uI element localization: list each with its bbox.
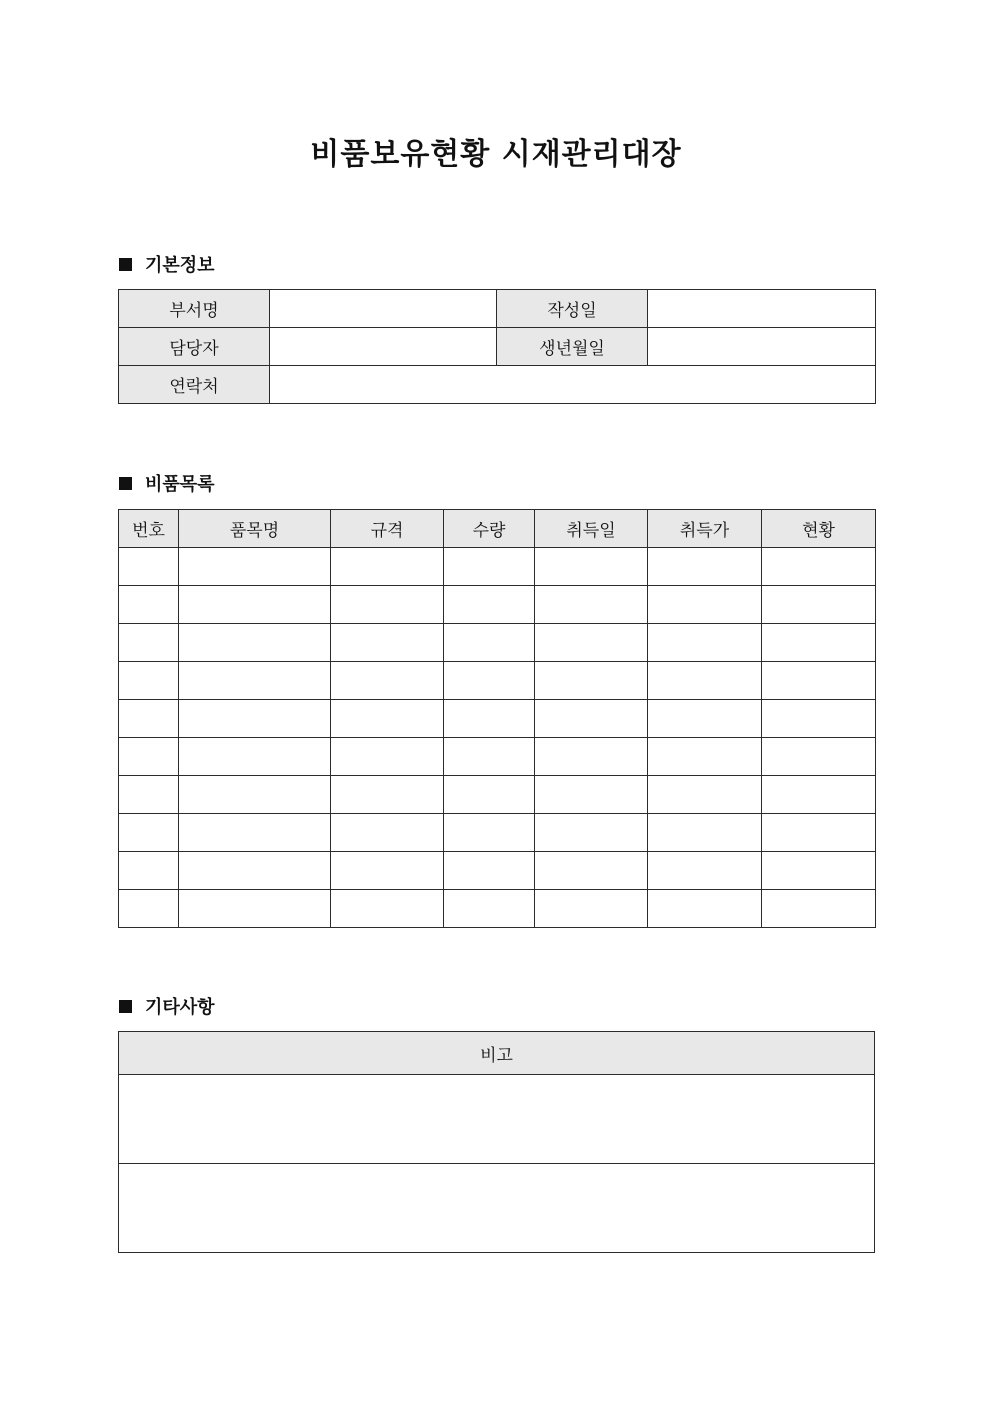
basic-info-row xyxy=(119,366,876,404)
remarks-row xyxy=(119,1075,875,1164)
column-header-quantity: 수량 xyxy=(444,510,535,548)
cell-item-name[interactable] xyxy=(179,852,331,890)
cell-acquisition-date[interactable] xyxy=(535,624,648,662)
cell-quantity[interactable] xyxy=(444,814,535,852)
department-field[interactable] xyxy=(270,290,497,328)
table-row xyxy=(119,814,876,852)
cell-number[interactable] xyxy=(119,662,179,700)
cell-spec[interactable] xyxy=(331,738,444,776)
cell-spec[interactable] xyxy=(331,586,444,624)
cell-quantity[interactable] xyxy=(444,852,535,890)
cell-number[interactable] xyxy=(119,776,179,814)
cell-number[interactable] xyxy=(119,814,179,852)
table-row xyxy=(119,852,876,890)
cell-quantity[interactable] xyxy=(444,548,535,586)
cell-acquisition-price[interactable] xyxy=(648,624,762,662)
manager-label: 담당자 xyxy=(119,328,270,366)
table-row xyxy=(119,548,876,586)
cell-item-name[interactable] xyxy=(179,814,331,852)
cell-item-name[interactable] xyxy=(179,700,331,738)
column-header-acquisition-date: 취득일 xyxy=(535,510,648,548)
cell-status[interactable] xyxy=(762,548,876,586)
basic-info-row xyxy=(119,290,876,328)
cell-acquisition-date[interactable] xyxy=(535,662,648,700)
cell-acquisition-price[interactable] xyxy=(648,662,762,700)
page-title: 비품보유현황 시재관리대장 xyxy=(310,137,682,172)
cell-spec[interactable] xyxy=(331,776,444,814)
cell-acquisition-price[interactable] xyxy=(648,814,762,852)
cell-status[interactable] xyxy=(762,624,876,662)
table-row xyxy=(119,662,876,700)
cell-acquisition-date[interactable] xyxy=(535,852,648,890)
cell-acquisition-date[interactable] xyxy=(535,548,648,586)
cell-status[interactable] xyxy=(762,890,876,928)
cell-acquisition-date[interactable] xyxy=(535,586,648,624)
cell-status[interactable] xyxy=(762,814,876,852)
cell-item-name[interactable] xyxy=(179,776,331,814)
table-row xyxy=(119,700,876,738)
cell-acquisition-date[interactable] xyxy=(535,890,648,928)
square-bullet-icon xyxy=(119,477,132,490)
cell-status[interactable] xyxy=(762,662,876,700)
cell-item-name[interactable] xyxy=(179,662,331,700)
cell-spec[interactable] xyxy=(331,624,444,662)
square-bullet-icon xyxy=(119,1000,132,1013)
cell-acquisition-price[interactable] xyxy=(648,890,762,928)
table-row xyxy=(119,890,876,928)
cell-number[interactable] xyxy=(119,852,179,890)
cell-item-name[interactable] xyxy=(179,624,331,662)
item-list-heading xyxy=(119,471,215,495)
remarks-row xyxy=(119,1164,875,1253)
cell-number[interactable] xyxy=(119,738,179,776)
other-heading-text: 기타사항 xyxy=(145,997,215,1018)
cell-acquisition-price[interactable] xyxy=(648,776,762,814)
cell-item-name[interactable] xyxy=(179,738,331,776)
contact-field[interactable] xyxy=(270,366,876,404)
column-header-acquisition-price: 취득가 xyxy=(648,510,762,548)
cell-quantity[interactable] xyxy=(444,890,535,928)
table-row xyxy=(119,738,876,776)
remarks-header: 비고 xyxy=(119,1032,875,1075)
birth-date-label: 생년월일 xyxy=(497,328,648,366)
square-bullet-icon xyxy=(119,258,132,271)
cell-spec[interactable] xyxy=(331,814,444,852)
cell-quantity[interactable] xyxy=(444,586,535,624)
manager-field[interactable] xyxy=(270,328,497,366)
birth-date-field[interactable] xyxy=(648,328,876,366)
cell-status[interactable] xyxy=(762,700,876,738)
cell-quantity[interactable] xyxy=(444,776,535,814)
remarks-field[interactable] xyxy=(119,1075,875,1164)
cell-spec[interactable] xyxy=(331,548,444,586)
table-row xyxy=(119,586,876,624)
other-heading xyxy=(119,994,215,1018)
cell-acquisition-price[interactable] xyxy=(648,700,762,738)
item-list-table xyxy=(118,509,876,928)
cell-item-name[interactable] xyxy=(179,890,331,928)
remarks-field[interactable] xyxy=(119,1164,875,1253)
table-row xyxy=(119,776,876,814)
cell-quantity[interactable] xyxy=(444,700,535,738)
cell-acquisition-price[interactable] xyxy=(648,738,762,776)
cell-spec[interactable] xyxy=(331,700,444,738)
cell-status[interactable] xyxy=(762,586,876,624)
column-header-status: 현황 xyxy=(762,510,876,548)
date-written-label: 작성일 xyxy=(497,290,648,328)
cell-acquisition-date[interactable] xyxy=(535,738,648,776)
cell-acquisition-date[interactable] xyxy=(535,700,648,738)
table-row xyxy=(119,624,876,662)
cell-acquisition-price[interactable] xyxy=(648,548,762,586)
department-label: 부서명 xyxy=(119,290,270,328)
cell-quantity[interactable] xyxy=(444,662,535,700)
cell-number[interactable] xyxy=(119,890,179,928)
column-header-item-name: 품목명 xyxy=(179,510,331,548)
cell-item-name[interactable] xyxy=(179,548,331,586)
cell-acquisition-price[interactable] xyxy=(648,586,762,624)
contact-label: 연락처 xyxy=(119,366,270,404)
item-list-heading-text: 비품목록 xyxy=(145,474,215,495)
remarks-table xyxy=(118,1031,875,1253)
cell-quantity[interactable] xyxy=(444,738,535,776)
date-written-field[interactable] xyxy=(648,290,876,328)
basic-info-row xyxy=(119,328,876,366)
basic-info-heading xyxy=(119,252,215,276)
cell-quantity[interactable] xyxy=(444,624,535,662)
cell-acquisition-date[interactable] xyxy=(535,776,648,814)
cell-number[interactable] xyxy=(119,586,179,624)
column-header-number: 번호 xyxy=(119,510,179,548)
basic-info-heading-text: 기본정보 xyxy=(145,255,215,276)
cell-acquisition-date[interactable] xyxy=(535,814,648,852)
cell-status[interactable] xyxy=(762,776,876,814)
cell-number[interactable] xyxy=(119,700,179,738)
cell-spec[interactable] xyxy=(331,890,444,928)
column-header-spec: 규격 xyxy=(331,510,444,548)
cell-status[interactable] xyxy=(762,738,876,776)
remarks-header-row xyxy=(119,1032,875,1075)
item-list-header-row xyxy=(119,510,876,548)
cell-item-name[interactable] xyxy=(179,586,331,624)
basic-info-table xyxy=(118,289,876,404)
cell-spec[interactable] xyxy=(331,852,444,890)
cell-spec[interactable] xyxy=(331,662,444,700)
cell-number[interactable] xyxy=(119,548,179,586)
cell-acquisition-price[interactable] xyxy=(648,852,762,890)
cell-status[interactable] xyxy=(762,852,876,890)
cell-number[interactable] xyxy=(119,624,179,662)
